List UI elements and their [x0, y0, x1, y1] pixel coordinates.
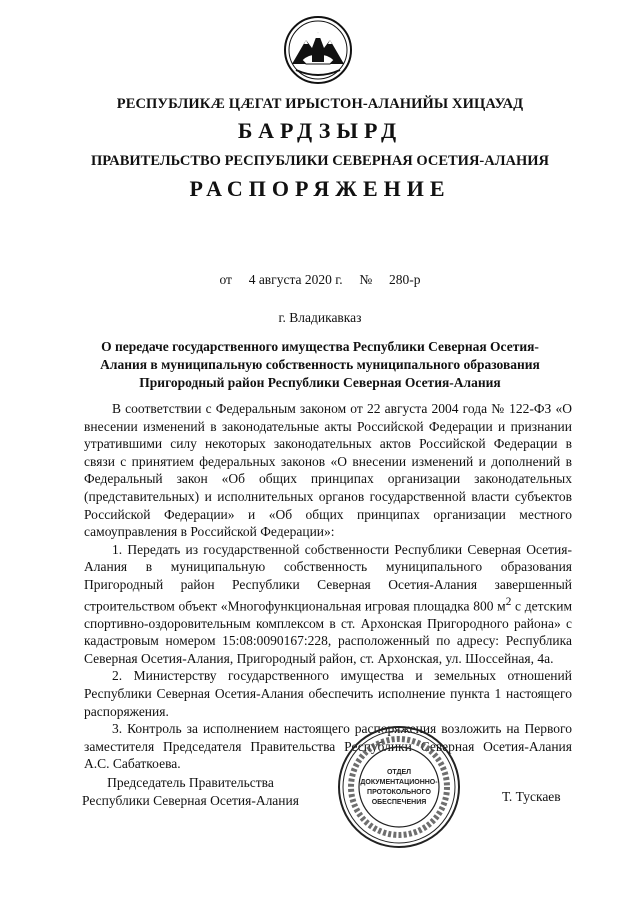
item-2-paragraph: 2. Министерству государственного имущества и земельных отношений Республики Северная Осетия-Алания обеспечить исполнение пункта 1 настоящего распоряжения.	[84, 668, 572, 719]
document-date: 4 августа 2020 г.	[248, 272, 343, 287]
signatory-position-line-1: Председатель Правительства	[107, 775, 274, 790]
signatory-position-line-2: Республики Северная Осетия-Алания	[82, 793, 299, 808]
stamp-line-1: ОТДЕЛ	[386, 769, 412, 776]
item-1-text-start: 1. Передать из государственной собственности Республики Северная Осетия-Алания в муниципальную собственность муниципального образования Пригородный район Республики Северная Осетия-Алания завершенный строительством объект «Многофункциональная игровая площадка 800 м	[84, 541, 572, 614]
date-line	[0, 272, 640, 288]
coat-of-arms-icon	[282, 14, 354, 86]
document-number: 280-р	[389, 272, 421, 287]
preamble-paragraph: В соответствии с Федеральным законом от 22 августа 2004 года № 122-ФЗ «О внесении изменений в законодательные акты Российской Федерации и признании утратившими силу некоторых законодательных актов Российской Федерации в связи с принятием федеральных законов «О внесении изменений и дополнений в Федеральный закон «Об общих принципах организации законодательных (представительных) и исполнительных органов государственной власти субъектов Российской Федерации» и «Об общих принципах организации местного самоуправления в Российской Федерации»:	[84, 401, 572, 540]
official-stamp-icon	[336, 724, 462, 850]
russian-document-type: РАСПОРЯЖЕНИЕ	[189, 176, 451, 201]
number-sign: №	[359, 272, 373, 287]
stamp-line-3: ПРОТОКОЛЬНОГО	[367, 789, 431, 796]
item-1-superscript: 2	[505, 595, 512, 608]
ossetian-government-name: РЕСПУБЛИКӔ ЦӔГАТ ИРЫСТОН-АЛАНИЙЫ ХИЦАУАД	[116, 96, 524, 112]
item-3-paragraph: 3. Контроль за исполнением настоящего распоряжения возложить на Первого заместителя Председателя Правительства Республики Северная Осетия-Алания А.С. Сабаткоева.	[84, 721, 572, 772]
item-1-paragraph	[84, 541, 572, 668]
item-1-text-end: с детским спортивно-оздоровительным комплексом в ст. Архонская Пригородного района» с кадастровым номером 15:08:0090167:228, расположенный по адресу: Республика Северная Осетия-Алания, Пригородный район, ст. Архонская, ул. Шоссейная, 4а.	[84, 598, 572, 666]
stamp-line-4: ОБЕСПЕЧЕНИЯ	[371, 799, 427, 806]
document-body	[84, 400, 572, 773]
city: г. Владикавказ	[278, 310, 362, 325]
stamp-line-2: ДОКУМЕНТАЦИОННО-	[360, 779, 438, 786]
ossetian-document-type: БАРДЗЫРД	[237, 118, 403, 143]
russian-government-name: ПРАВИТЕЛЬСТВО РЕСПУБЛИКИ СЕВЕРНАЯ ОСЕТИЯ-АЛАНИЯ	[90, 153, 550, 169]
signatory-name: Т. Тускаев	[502, 789, 561, 804]
document-subject: О передаче государственного имущества Республики Северная Осетия-Алания в муниципальную собственность муниципального образования Пригородный район Республики Северная Осетия-Алания	[100, 339, 540, 390]
signatory-position	[82, 774, 299, 810]
date-prefix: от	[219, 272, 232, 287]
